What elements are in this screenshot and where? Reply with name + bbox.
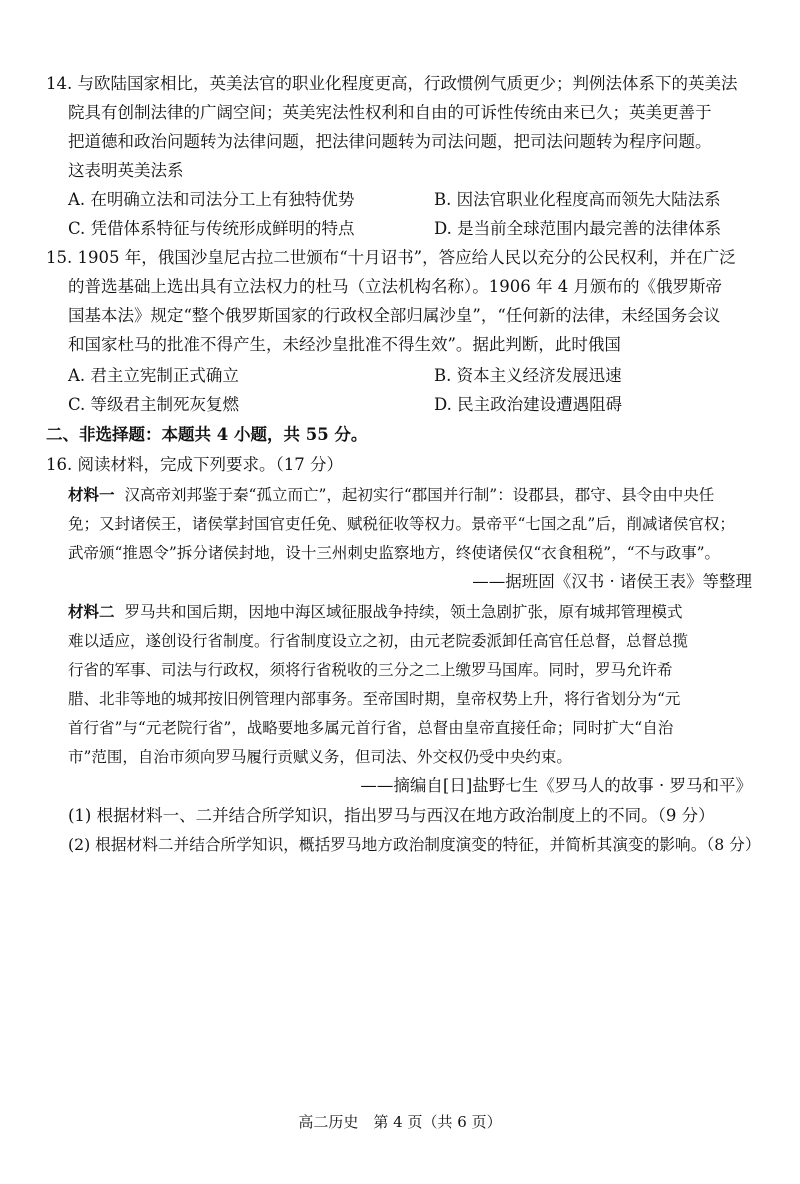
material-1-line-2: 免；又封诸侯王，诸侯掌封国官吏任免、赋税征收等权力。景帝平“七国之乱”后，削减诸侯官权； xyxy=(68,515,735,533)
q15-line-4: 和国家杜马的批准不得产生，未经沙皇批准不得生效”。据此判断，此时俄国 xyxy=(68,335,621,354)
q14-option-b[interactable]: B. 因法官职业化程度高而领先大陆法系 xyxy=(434,190,721,209)
material-2-source: ——摘编自[日]盐野七生《罗马人的故事 · 罗马和平》 xyxy=(360,776,752,795)
section-heading: 二、非选择题：本题共 4 小题，共 55 分。 xyxy=(46,425,368,444)
q14-option-a[interactable]: A. 在明确立法和司法分工上有独特优势 xyxy=(68,190,355,209)
q15-line-3: 国基本法》规定“整个俄罗斯国家的行政权全部归属沙皇”，“任何新的法律，未经国务会议 xyxy=(68,306,721,325)
q15-line-2: 的普选基础上选出具有立法权力的杜马（立法机构名称）。1906 年 4 月颁布的《俄罗斯帝 xyxy=(68,277,722,296)
material-2-label: 材料二 xyxy=(68,602,115,621)
q15-option-a[interactable]: A. 君主立宪制正式确立 xyxy=(68,366,239,385)
material-2-line-5: 首行省”与“元老院行省”，战略要地多属元首行省，总督由皇帝直接任命；同时扩大“自治 xyxy=(68,719,674,737)
q15-option-d[interactable]: D. 民主政治建设遭遇阻碍 xyxy=(434,395,623,414)
material-2-line-6: 市”范围，自治市须向罗马履行贡赋义务，但司法、外交权仍受中央约束。 xyxy=(68,748,572,766)
material-2-text-1: 罗马共和国后期，因地中海区域征服战争持续，领土急剧扩张，原有城邦管理模式 xyxy=(124,603,683,621)
q15-option-b[interactable]: B. 资本主义经济发展迅速 xyxy=(434,366,622,385)
q14-option-c[interactable]: C. 凭借体系特征与传统形成鲜明的特点 xyxy=(68,219,355,238)
q14-line-1: 14. 与欧陆国家相比，英美法官的职业化程度更高，行政惯例气质更少；判例法体系下的英美法 xyxy=(46,74,738,93)
q16-sub-1: (1) 根据材料一、二并结合所学知识，指出罗马与西汉在地方政治制度上的不同。（9 分） xyxy=(68,806,715,825)
material-1-label: 材料一 xyxy=(68,485,115,504)
q16-stem: 16. 阅读材料，完成下列要求。（17 分） xyxy=(46,455,343,474)
q15-option-c[interactable]: C. 等级君主制死灰复燃 xyxy=(68,395,240,414)
q14-line-2: 院具有创制法律的广阔空间；英美宪法性权利和自由的可诉性传统由来已久；英美更善于 xyxy=(68,103,712,122)
page-footer: 高二历史 第 4 页（共 6 页） xyxy=(298,1113,502,1131)
q14-line-3: 把道德和政治问题转为法律问题，把法律问题转为司法问题，把司法问题转为程序问题。 xyxy=(68,132,712,151)
material-2-line-3: 行省的军事、司法与行政权，须将行省税收的三分之二上缴罗马国库。同时，罗马允许希 xyxy=(68,661,673,679)
q14-line-4: 这表明英美法系 xyxy=(68,161,184,180)
material-2-line-2: 难以适应，遂创设行省制度。行省制度设立之初，由元老院委派卸任高官任总督，总督总揽 xyxy=(68,632,689,650)
material-1-line-1 xyxy=(68,481,714,509)
q16-sub-2: (2) 根据材料二并结合所学知识，概括罗马地方政治制度演变的特征，并简析其演变的影响。（8 分） xyxy=(68,835,761,854)
q14-option-d[interactable]: D. 是当前全球范围内最完善的法律体系 xyxy=(434,219,722,238)
material-1-text-1: 汉高帝刘邦鉴于秦“孤立而亡”，起初实行“郡国并行制”：设郡县，郡守、县令由中央任 xyxy=(124,486,715,504)
q15-line-1: 15. 1905 年，俄国沙皇尼古拉二世颁布“十月诏书”，答应给人民以充分的公民权利，并在广泛 xyxy=(46,248,736,267)
material-2-line-1 xyxy=(68,598,683,626)
material-2-line-4: 腊、北非等地的城邦按旧例管理内部事务。至帝国时期，皇帝权势上升，将行省划分为“元 xyxy=(68,690,681,708)
material-1-line-3: 武帝颁“推恩令”拆分诸侯封地，设十三州刺史监察地方，终使诸侯仅“衣食租税”，“不与政事”。 xyxy=(68,544,721,562)
material-1-source: ——据班固《汉书 · 诸侯王表》等整理 xyxy=(472,572,752,591)
